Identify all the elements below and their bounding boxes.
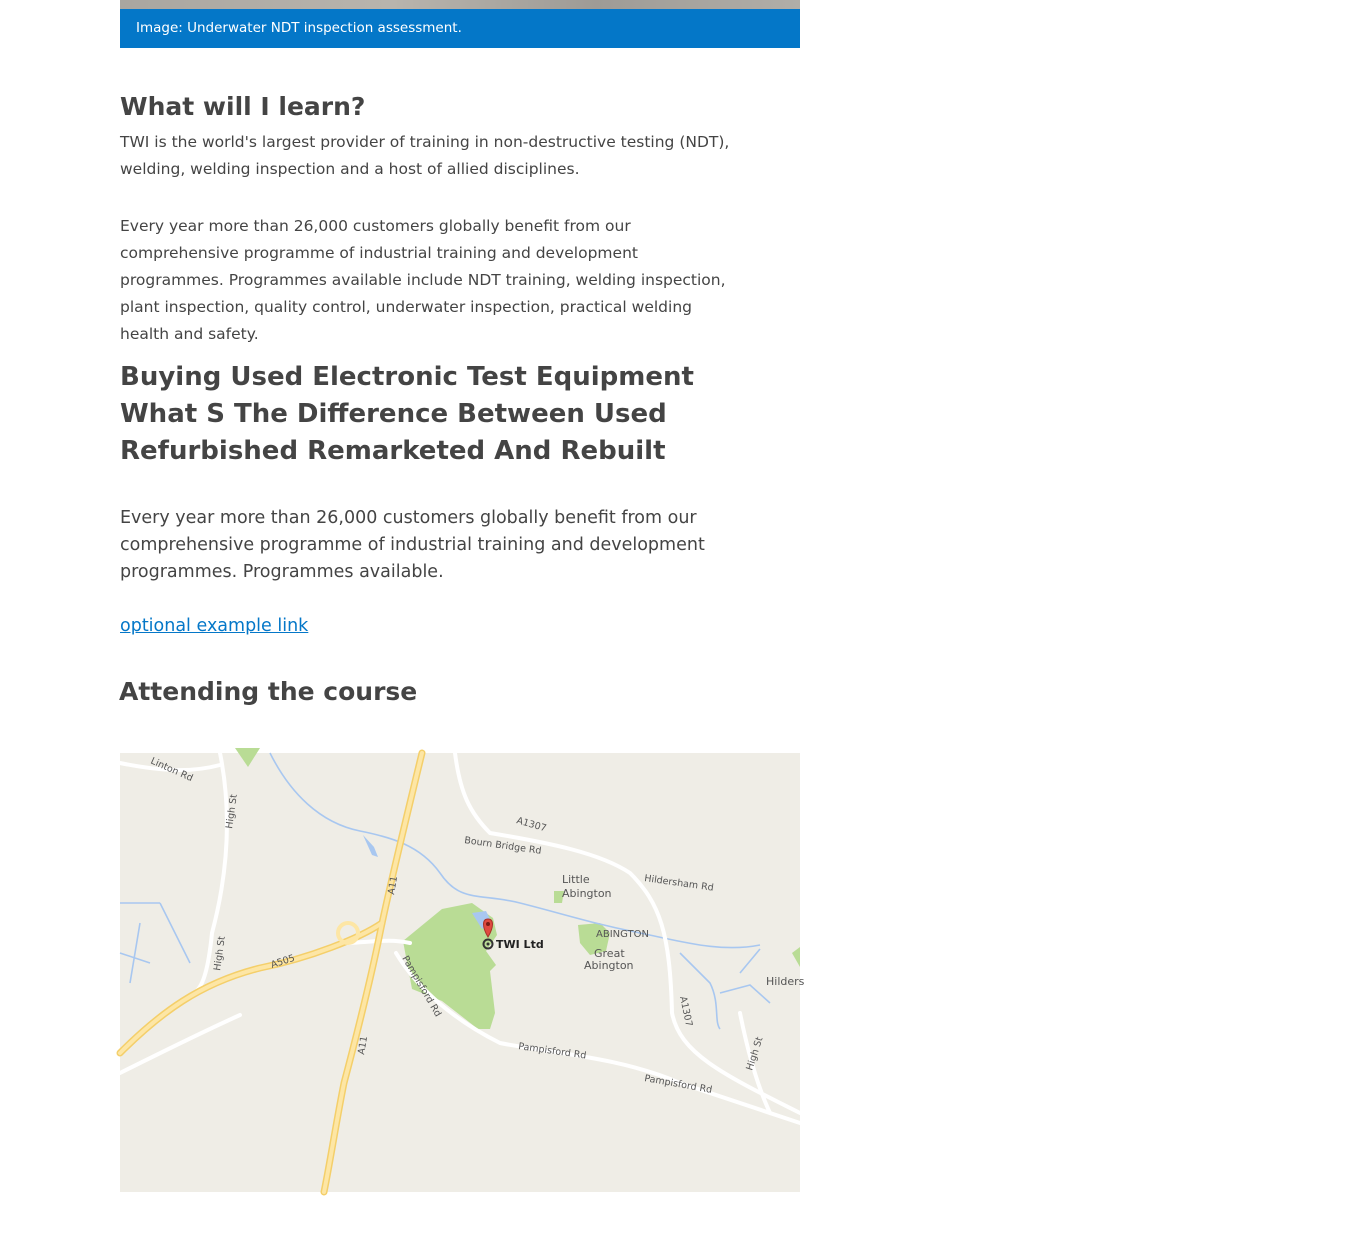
location-map[interactable] [120, 753, 805, 1192]
label-little-abington: Abington [562, 887, 612, 900]
label-a11-south: A11 [356, 1035, 371, 1056]
label-hildersham-town: Hilders [766, 975, 805, 988]
label-high-st-1: High St [224, 793, 240, 830]
label-little: Little [562, 873, 590, 886]
label-road-top-left: Linton Rd [148, 755, 195, 785]
label-pampisford-1: Pampisford Rd [399, 954, 444, 1019]
label-a505: A505 [269, 952, 297, 971]
label-pampisford-2: Pampisford Rd [517, 1041, 588, 1062]
image-caption: Image: Underwater NDT inspection assessment. [120, 9, 800, 48]
label-high-st-3: High St [744, 1035, 766, 1072]
label-high-st-2: High St [212, 935, 228, 972]
learn-paragraph-1: TWI is the world's largest provider of training in non-destructive testing (NDT), welding, welding inspection and a host of allied disciplines. [120, 133, 730, 178]
label-pampisford-3: Pampisford Rd [643, 1073, 713, 1096]
learn-paragraph-2: Every year more than 26,000 customers globally benefit from our comprehensive programme of industrial training and development programmes. Programmes available include NDT training, welding inspection, plant inspection, quality control, underwater inspection, practical welding health and safety. [120, 217, 726, 343]
heading-buying-used-equipment: Buying Used Electronic Test Equipment What S The Difference Between Used Refurbished Remarketed And Rebuilt [120, 362, 694, 466]
header-image-strip [120, 0, 800, 9]
label-bourn-bridge: Bourn Bridge Rd [463, 835, 543, 857]
label-a1307-south: A1307 [677, 995, 695, 1028]
marker-label: TWI Ltd [496, 938, 544, 951]
label-hildersham-rd: Hildersham Rd [643, 873, 715, 894]
label-great: Great [594, 947, 625, 960]
label-great-abington: Abington [584, 959, 634, 972]
label-a11-north: A11 [386, 875, 401, 896]
label-abington: ABINGTON [596, 929, 649, 940]
buying-paragraph: Every year more than 26,000 customers globally benefit from our comprehensive programme of industrial training and development programmes. Programmes available. [120, 508, 705, 582]
label-a1307-north: A1307 [515, 815, 548, 835]
optional-example-link[interactable]: optional example link [120, 616, 309, 636]
heading-attending-the-course: Attending the course [119, 677, 418, 706]
heading-what-will-i-learn: What will I learn? [120, 92, 366, 121]
